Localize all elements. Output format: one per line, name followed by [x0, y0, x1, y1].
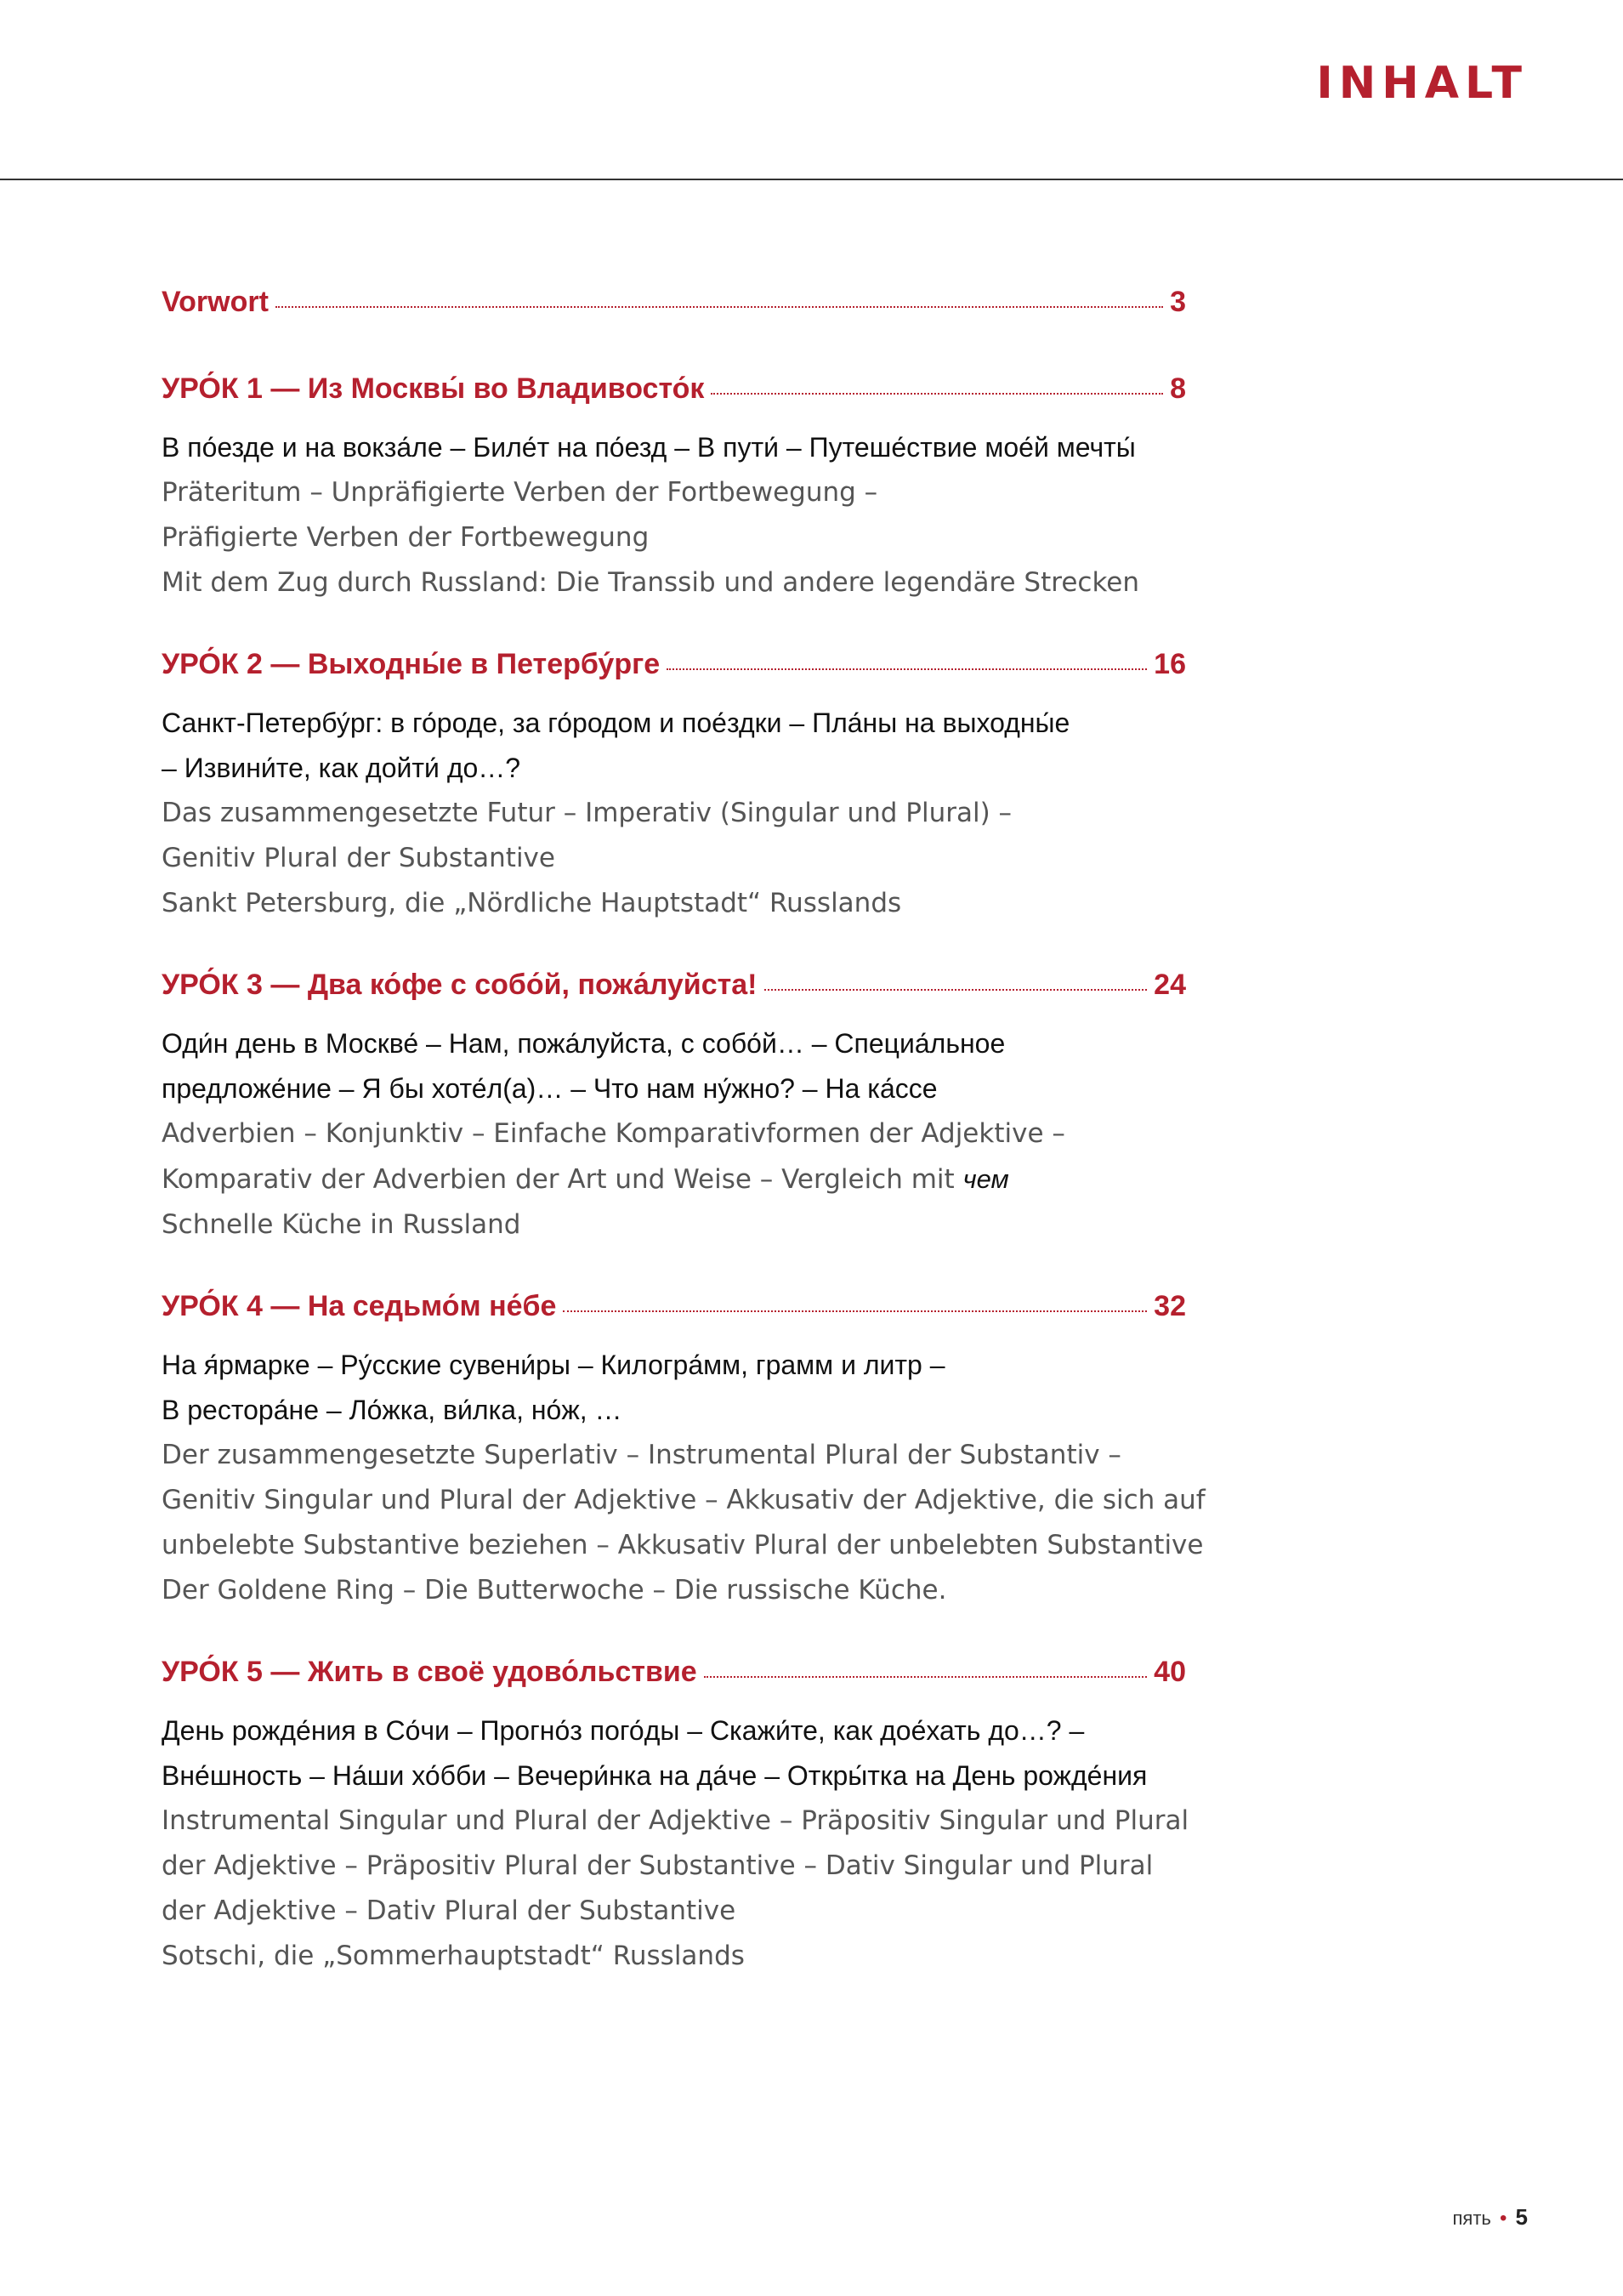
- lesson-grammar: [162, 1157, 1186, 1202]
- lesson-topics-ru: Санкт-Петербу́рг: в го́роде, за го́родом и пое́здки – Пла́ны на выходны́е: [162, 708, 1070, 738]
- lesson-grammar: der Adjektive – Dativ Plural der Substantive: [162, 1895, 736, 1926]
- lesson-grammar: Genitiv Plural der Substantive: [162, 843, 555, 873]
- dot-leader: [275, 306, 1163, 308]
- lesson-heading: УРО́К 3 — Два ко́фе с собо́й, пожа́луйста!: [162, 969, 758, 1001]
- lesson-grammar: Präfigierte Verben der Fortbewegung: [162, 522, 650, 553]
- table-of-contents: [162, 281, 1206, 2016]
- page-number: 5: [1515, 2204, 1528, 2230]
- lesson-3: [162, 963, 1186, 1247]
- toc-entry-lesson-5[interactable]: [162, 1651, 1186, 1693]
- lesson-topics-ru: День рожде́ния в Со́чи – Прогно́з пого́ды – Скажи́те, как дое́хать до…? –: [162, 1715, 1085, 1746]
- lesson-topics-ru: предложе́ние – Я бы хоте́л(а)… – Что нам ну́жно? – На ка́ссе: [162, 1073, 938, 1104]
- dot-leader: [667, 668, 1147, 670]
- page-footer: [1453, 2204, 1529, 2231]
- lesson-culture: Sotschi, die „Sommerhauptstadt“ Russlands: [162, 1941, 745, 1971]
- lesson-grammar: Instrumental Singular und Plural der Adjektive – Präpositiv Singular und Plural: [162, 1805, 1189, 1836]
- lesson-2: [162, 643, 1186, 926]
- lesson-grammar: Adverbien – Konjunktiv – Einfache Komparativformen der Adjektive –: [162, 1118, 1065, 1149]
- lesson-page: 8: [1170, 372, 1186, 405]
- lesson-culture: Der Goldene Ring – Die Butterwoche – Die russische Küche.: [162, 1575, 947, 1605]
- lesson-topics-ru: В по́езде и на вокза́ле – Биле́т на по́езд – В пути́ – Путеше́ствие мое́й мечты́: [162, 432, 1136, 463]
- lesson-grammar: der Adjektive – Präpositiv Plural der Substantive – Dativ Singular und Plural: [162, 1850, 1154, 1881]
- lesson-culture: Sankt Petersburg, die „Nördliche Hauptstadt“ Russlands: [162, 888, 902, 918]
- toc-entry-lesson-2[interactable]: [162, 643, 1186, 685]
- bullet-separator: •: [1500, 2207, 1507, 2230]
- toc-entry-lesson-1[interactable]: [162, 367, 1186, 410]
- toc-entry-lesson-3[interactable]: [162, 963, 1186, 1006]
- header-divider: [0, 179, 1623, 180]
- toc-entry-title: Vorwort: [162, 286, 269, 318]
- page-number-word: пять: [1452, 2208, 1491, 2229]
- lesson-topics-ru: Вне́шность – На́ши хо́бби – Вечери́нка на да́че – Откры́тка на День рожде́ния: [162, 1760, 1148, 1791]
- lesson-page: 40: [1154, 1656, 1186, 1688]
- grammar-text: Komparativ der Adverbien der Art und Weise – Vergleich mit: [162, 1164, 963, 1195]
- lesson-culture: Mit dem Zug durch Russland: Die Transsib und andere legendäre Strecken: [162, 567, 1140, 598]
- lesson-page: 24: [1154, 969, 1186, 1001]
- lesson-1: [162, 367, 1186, 605]
- lesson-page: 32: [1154, 1290, 1186, 1322]
- lesson-page: 16: [1154, 648, 1186, 680]
- lesson-culture: Schnelle Küche in Russland: [162, 1209, 521, 1240]
- dot-leader: [704, 1676, 1147, 1678]
- lesson-grammar: Genitiv Singular und Plural der Adjektive – Akkusativ der Adjektive, die sich auf: [162, 1485, 1206, 1515]
- dot-leader: [711, 393, 1163, 395]
- lesson-grammar: Der zusammengesetzte Superlativ – Instrumental Plural der Substantiv –: [162, 1440, 1121, 1470]
- lesson-4: [162, 1285, 1206, 1613]
- toc-entry-lesson-4[interactable]: [162, 1285, 1186, 1327]
- lesson-5: [162, 1651, 1189, 1979]
- toc-entry-vorwort[interactable]: [162, 281, 1186, 323]
- lesson-grammar: Präteritum – Unpräfigierte Verben der Fortbewegung –: [162, 477, 878, 508]
- lesson-topics-ru: В рестора́не – Ло́жка, ви́лка, но́ж, …: [162, 1395, 622, 1425]
- toc-entry-page: 3: [1170, 286, 1186, 318]
- russian-word: чем: [962, 1164, 1009, 1194]
- lesson-heading: УРО́К 5 — Жить в своё удово́льствие: [162, 1656, 697, 1688]
- lesson-grammar: Das zusammengesetzte Futur – Imperativ (Singular und Plural) –: [162, 798, 1013, 828]
- lesson-topics-ru: Оди́н день в Москве́ – Нам, пожа́луйста, с собо́й… – Специа́льное: [162, 1028, 1006, 1059]
- dot-leader: [563, 1310, 1147, 1312]
- lesson-topics-ru: На я́рмарке – Ру́сские сувени́ры – Килогра́мм, грамм и литр –: [162, 1350, 945, 1380]
- lesson-heading: УРО́К 2 — Выходны́е в Петербу́рге: [162, 648, 661, 680]
- lesson-heading: УРО́К 1 — Из Москвы́ во Владивосто́к: [162, 372, 705, 405]
- lesson-grammar: unbelebte Substantive beziehen – Akkusativ Plural der unbelebten Substantive: [162, 1530, 1204, 1560]
- lesson-heading: УРО́К 4 — На седьмо́м не́бе: [162, 1290, 557, 1322]
- lesson-topics-ru: – Извини́те, как дойти́ до…?: [162, 753, 521, 783]
- page-title: INHALT: [1316, 58, 1528, 109]
- dot-leader: [764, 989, 1148, 991]
